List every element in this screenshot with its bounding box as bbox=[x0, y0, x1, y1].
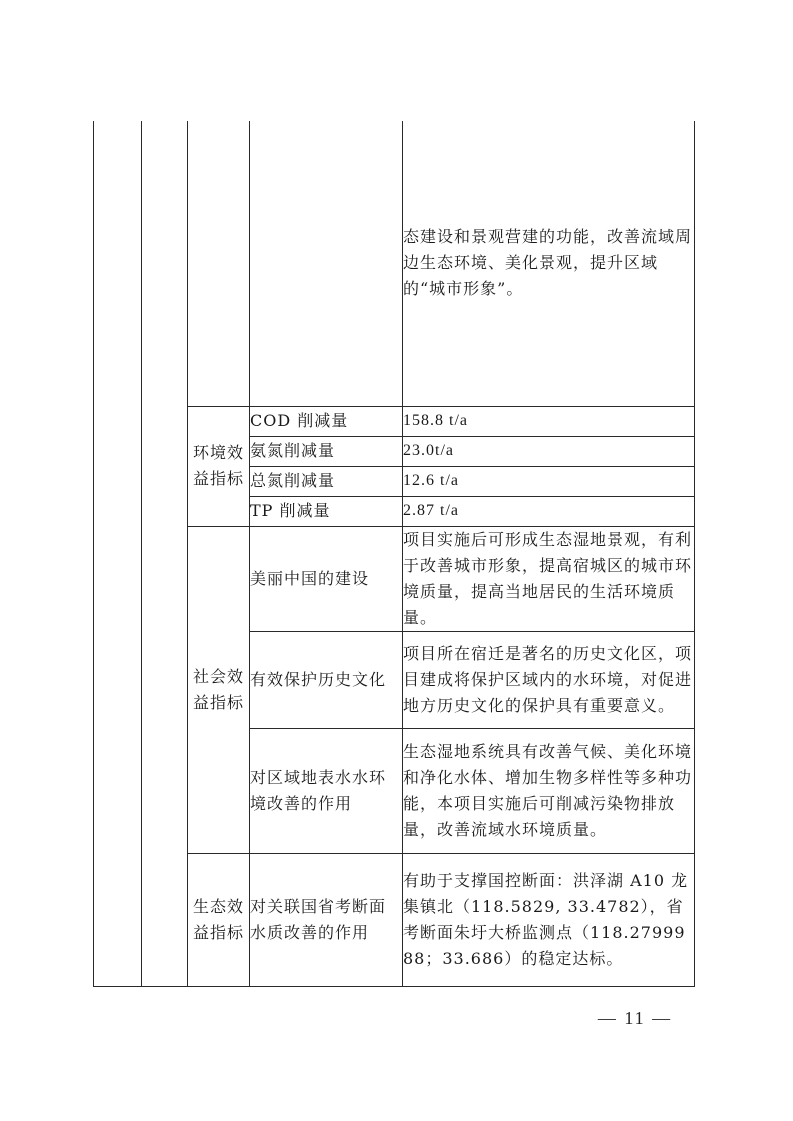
indicator-value: 项目所在宿迁是著名的历史文化区，项目建成将保护区域内的水环境，对促进地方历史文化的保护具有重要意义。 bbox=[403, 643, 693, 715]
indicator-cell bbox=[250, 631, 403, 728]
indicator-cell-empty bbox=[250, 121, 403, 406]
indicator-value: 有助于支撑国控断面：洪泽湖 A10 龙集镇北（118.5829, 33.4782），省考断面朱圩大桥监测点（118.2799988；33.686）的稳定达标。 bbox=[403, 870, 689, 968]
indicator-cell bbox=[250, 853, 403, 986]
second-level-indicator-cell bbox=[142, 121, 188, 986]
indicator-value: 生态湿地系统具有改善气候、美化环境和净化水体、增加生物多样性等多种功能，本项目实施后可削减污染物排放量，改善流域水环境质量。 bbox=[403, 741, 693, 839]
value-cell bbox=[403, 406, 695, 436]
page-number: — 11 — bbox=[597, 1008, 673, 1028]
value-cell bbox=[403, 631, 695, 728]
indicator-value: 12.6 t/a bbox=[403, 472, 459, 489]
environmental-category-cell bbox=[188, 406, 250, 526]
indicator-value: 2.87 t/a bbox=[403, 502, 459, 519]
environmental-category-label: 环境效益指标 bbox=[192, 443, 244, 488]
value-cell bbox=[403, 436, 695, 466]
table-row bbox=[94, 121, 695, 406]
indicator-label: COD 削减量 bbox=[250, 411, 349, 430]
carryover-text: 态建设和景观营建的功能，改善流域周边生态环境、美化景观，提升区域的“城市形象”。 bbox=[403, 227, 693, 299]
indicator-label: 氨氮削减量 bbox=[250, 441, 336, 460]
first-level-indicator-cell bbox=[94, 121, 142, 986]
value-cell bbox=[403, 496, 695, 526]
value-cell bbox=[403, 526, 695, 631]
carryover-value-cell bbox=[403, 121, 695, 406]
indicator-label: 美丽中国的建设 bbox=[250, 568, 370, 588]
performance-indicator-table bbox=[93, 121, 695, 987]
indicator-label: 对区域地表水水环境改善的作用 bbox=[250, 767, 387, 813]
indicator-label: 对关联国省考断面水质改善的作用 bbox=[250, 896, 387, 942]
indicator-label: 总氮削减量 bbox=[250, 471, 336, 490]
ecological-category-label: 生态效益指标 bbox=[192, 896, 244, 942]
indicator-cell bbox=[250, 728, 403, 853]
indicator-cell bbox=[250, 526, 403, 631]
indicator-cell bbox=[250, 496, 403, 526]
indicator-value: 项目实施后可形成生态湿地景观，有利于改善城市形象，提高宿城区的城市环境质量，提高当地居民的生活环境质量。 bbox=[403, 529, 693, 627]
indicator-cell bbox=[250, 466, 403, 496]
indicator-value: 23.0t/a bbox=[403, 442, 454, 459]
indicator-label: 有效保护历史文化 bbox=[250, 669, 387, 689]
value-cell bbox=[403, 466, 695, 496]
ecological-category-cell bbox=[188, 853, 250, 986]
indicator-cell bbox=[250, 436, 403, 466]
social-category-cell bbox=[188, 526, 250, 853]
indicator-cell bbox=[250, 406, 403, 436]
social-category-label: 社会效益指标 bbox=[192, 666, 244, 712]
category-cell-empty bbox=[188, 121, 250, 406]
value-cell bbox=[403, 728, 695, 853]
value-cell bbox=[403, 853, 695, 986]
indicator-value: 158.8 t/a bbox=[403, 412, 468, 429]
indicator-label: TP 削减量 bbox=[250, 501, 331, 520]
